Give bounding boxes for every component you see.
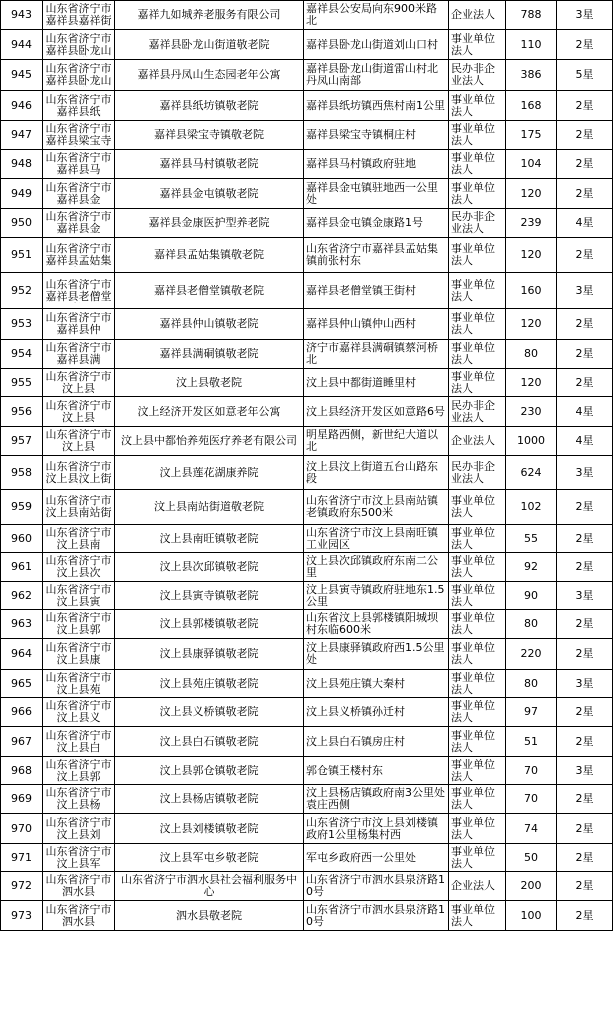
institution-name-cell: 嘉祥县梁宝寺镇敬老院 [115, 121, 304, 150]
table-row [1, 150, 613, 179]
star-rating-cell: 2星 [557, 150, 613, 179]
legal-type-cell: 事业单位法人 [449, 727, 506, 757]
row-number: 958 [1, 456, 43, 490]
row-number: 961 [1, 553, 43, 582]
row-number: 951 [1, 238, 43, 273]
table-row [1, 901, 613, 931]
region-cell: 山东省济宁市嘉祥县金 [43, 209, 115, 238]
star-rating-cell: 2星 [557, 901, 613, 931]
star-rating-cell: 4星 [557, 209, 613, 238]
legal-type-cell: 民办非企业法人 [449, 209, 506, 238]
beds-cell: 110 [506, 30, 557, 60]
region-cell: 山东省济宁市嘉祥县卧龙山 [43, 30, 115, 60]
address-cell: 山东省济宁市嘉祥县孟姑集镇前张村东 [304, 238, 449, 273]
institution-name-cell: 嘉祥县马村镇敬老院 [115, 150, 304, 179]
address-cell: 嘉祥县纸坊镇西焦村南1公里 [304, 91, 449, 121]
legal-type-cell: 事业单位法人 [449, 901, 506, 931]
address-cell: 山东省汶上县郭楼镇阳城坝村东临600米 [304, 610, 449, 639]
legal-type-cell: 事业单位法人 [449, 844, 506, 872]
institution-name-cell: 汶上县军屯乡敬老院 [115, 844, 304, 872]
row-number: 955 [1, 369, 43, 397]
table-row [1, 60, 613, 91]
table-row [1, 121, 613, 150]
legal-type-cell: 民办非企业法人 [449, 60, 506, 91]
table-row [1, 30, 613, 60]
table-row [1, 179, 613, 209]
institution-name-cell: 汶上县康驿镇敬老院 [115, 639, 304, 670]
beds-cell: 97 [506, 698, 557, 727]
region-cell: 山东省济宁市嘉祥县马 [43, 150, 115, 179]
legal-type-cell: 事业单位法人 [449, 582, 506, 610]
legal-type-cell: 事业单位法人 [449, 698, 506, 727]
address-cell: 山东省济宁市汶上县南站镇老镇政府东500米 [304, 490, 449, 525]
region-cell: 山东省济宁市汶上县南 [43, 525, 115, 553]
star-rating-cell: 3星 [557, 1, 613, 30]
region-cell: 山东省济宁市汶上县郭 [43, 757, 115, 785]
legal-type-cell: 事业单位法人 [449, 30, 506, 60]
table-row [1, 525, 613, 553]
table-row [1, 91, 613, 121]
legal-type-cell: 事业单位法人 [449, 369, 506, 397]
row-number: 962 [1, 582, 43, 610]
row-number: 944 [1, 30, 43, 60]
row-number: 943 [1, 1, 43, 30]
legal-type-cell: 事业单位法人 [449, 179, 506, 209]
address-cell: 明星路西侧，新世纪大道以北 [304, 427, 449, 456]
beds-cell: 51 [506, 727, 557, 757]
beds-cell: 92 [506, 553, 557, 582]
beds-cell: 168 [506, 91, 557, 121]
beds-cell: 74 [506, 814, 557, 844]
address-cell: 山东省济宁市泗水县泉济路10号 [304, 872, 449, 901]
address-cell: 嘉祥县金屯镇驻地西一公里处 [304, 179, 449, 209]
institution-name-cell: 汶上县郭仓镇敬老院 [115, 757, 304, 785]
institution-name-cell: 嘉祥县纸坊镇敬老院 [115, 91, 304, 121]
beds-cell: 175 [506, 121, 557, 150]
legal-type-cell: 民办非企业法人 [449, 397, 506, 427]
row-number: 953 [1, 309, 43, 340]
legal-type-cell: 事业单位法人 [449, 639, 506, 670]
region-cell: 山东省济宁市泗水县 [43, 901, 115, 931]
region-cell: 山东省济宁市汶上县刘 [43, 814, 115, 844]
institution-name-cell: 嘉祥县丹凤山生态园老年公寓 [115, 60, 304, 91]
address-cell: 嘉祥县马村镇政府驻地 [304, 150, 449, 179]
institution-name-cell: 汶上县莲花湖康养院 [115, 456, 304, 490]
address-cell: 嘉祥县金屯镇金康路1号 [304, 209, 449, 238]
legal-type-cell: 事业单位法人 [449, 670, 506, 698]
address-cell: 山东省济宁市泗水县泉济路10号 [304, 901, 449, 931]
beds-cell: 788 [506, 1, 557, 30]
region-cell: 山东省济宁市汶上县军 [43, 844, 115, 872]
legal-type-cell: 事业单位法人 [449, 785, 506, 814]
legal-type-cell: 企业法人 [449, 1, 506, 30]
star-rating-cell: 5星 [557, 60, 613, 91]
region-cell: 山东省济宁市汶上县义 [43, 698, 115, 727]
row-number: 954 [1, 340, 43, 369]
star-rating-cell: 2星 [557, 727, 613, 757]
legal-type-cell: 企业法人 [449, 872, 506, 901]
institution-name-cell: 汶上县次邱镇敬老院 [115, 553, 304, 582]
table-row [1, 456, 613, 490]
region-cell: 山东省济宁市嘉祥县梁宝寺 [43, 121, 115, 150]
address-cell: 汶上县义桥镇孙迁村 [304, 698, 449, 727]
star-rating-cell: 3星 [557, 456, 613, 490]
star-rating-cell: 2星 [557, 814, 613, 844]
region-cell: 山东省济宁市嘉祥县老僧堂 [43, 273, 115, 309]
table-row [1, 639, 613, 670]
beds-cell: 160 [506, 273, 557, 309]
region-cell: 山东省济宁市嘉祥县纸 [43, 91, 115, 121]
region-cell: 山东省济宁市汶上县南站街 [43, 490, 115, 525]
region-cell: 山东省济宁市汶上县寅 [43, 582, 115, 610]
institution-name-cell: 汶上县刘楼镇敬老院 [115, 814, 304, 844]
address-cell: 郭仓镇王楼村东 [304, 757, 449, 785]
address-cell: 嘉祥县仲山镇仲山西村 [304, 309, 449, 340]
row-number: 959 [1, 490, 43, 525]
beds-cell: 90 [506, 582, 557, 610]
star-rating-cell: 2星 [557, 872, 613, 901]
beds-cell: 1000 [506, 427, 557, 456]
row-number: 960 [1, 525, 43, 553]
table-row [1, 670, 613, 698]
beds-cell: 624 [506, 456, 557, 490]
region-cell: 山东省济宁市嘉祥县孟姑集 [43, 238, 115, 273]
beds-cell: 386 [506, 60, 557, 91]
beds-cell: 80 [506, 670, 557, 698]
institution-name-cell: 嘉祥县老僧堂镇敬老院 [115, 273, 304, 309]
beds-cell: 100 [506, 901, 557, 931]
address-cell: 汶上县汶上街道五台山路东段 [304, 456, 449, 490]
star-rating-cell: 2星 [557, 639, 613, 670]
table-row [1, 490, 613, 525]
region-cell: 山东省济宁市汶上县 [43, 397, 115, 427]
table-row [1, 397, 613, 427]
beds-cell: 120 [506, 238, 557, 273]
table-row [1, 238, 613, 273]
row-number: 957 [1, 427, 43, 456]
region-cell: 山东省济宁市泗水县 [43, 872, 115, 901]
table-row [1, 757, 613, 785]
region-cell: 山东省济宁市汶上县汶上街 [43, 456, 115, 490]
star-rating-cell: 2星 [557, 179, 613, 209]
table-row [1, 369, 613, 397]
legal-type-cell: 事业单位法人 [449, 340, 506, 369]
star-rating-cell: 2星 [557, 91, 613, 121]
star-rating-cell: 2星 [557, 525, 613, 553]
region-cell: 山东省济宁市汶上县苑 [43, 670, 115, 698]
region-cell: 山东省济宁市汶上县 [43, 369, 115, 397]
institution-name-cell: 嘉祥县仲山镇敬老院 [115, 309, 304, 340]
address-cell: 军屯乡政府西一公里处 [304, 844, 449, 872]
region-cell: 山东省济宁市汶上县白 [43, 727, 115, 757]
star-rating-cell: 2星 [557, 490, 613, 525]
institution-name-cell: 汶上县郭楼镇敬老院 [115, 610, 304, 639]
beds-cell: 80 [506, 340, 557, 369]
institution-name-cell: 汶上县白石镇敬老院 [115, 727, 304, 757]
table-row [1, 814, 613, 844]
table-row [1, 582, 613, 610]
beds-cell: 200 [506, 872, 557, 901]
institution-name-cell: 嘉祥县金康医护型养老院 [115, 209, 304, 238]
address-cell: 汶上县白石镇房庄村 [304, 727, 449, 757]
region-cell: 山东省济宁市嘉祥县嘉祥街 [43, 1, 115, 30]
institution-name-cell: 嘉祥县金屯镇敬老院 [115, 179, 304, 209]
institution-name-cell: 汶上经济开发区如意老年公寓 [115, 397, 304, 427]
star-rating-cell: 4星 [557, 427, 613, 456]
table-row [1, 844, 613, 872]
beds-cell: 120 [506, 179, 557, 209]
beds-cell: 70 [506, 757, 557, 785]
table-row [1, 872, 613, 901]
table-row [1, 727, 613, 757]
star-rating-cell: 2星 [557, 610, 613, 639]
region-cell: 山东省济宁市汶上县郭 [43, 610, 115, 639]
address-cell: 嘉祥县老僧堂镇王街村 [304, 273, 449, 309]
row-number: 956 [1, 397, 43, 427]
beds-cell: 239 [506, 209, 557, 238]
institution-name-cell: 嘉祥县卧龙山街道敬老院 [115, 30, 304, 60]
star-rating-cell: 3星 [557, 273, 613, 309]
row-number: 970 [1, 814, 43, 844]
address-cell: 汶上县杨店镇政府南3公里处袁庄西侧 [304, 785, 449, 814]
beds-cell: 55 [506, 525, 557, 553]
address-cell: 汶上县次邱镇政府东南二公里 [304, 553, 449, 582]
row-number: 952 [1, 273, 43, 309]
beds-cell: 80 [506, 610, 557, 639]
row-number: 946 [1, 91, 43, 121]
star-rating-cell: 2星 [557, 844, 613, 872]
table-row [1, 1, 613, 30]
legal-type-cell: 企业法人 [449, 427, 506, 456]
star-rating-cell: 2星 [557, 309, 613, 340]
table-row [1, 209, 613, 238]
row-number: 948 [1, 150, 43, 179]
star-rating-cell: 2星 [557, 698, 613, 727]
row-number: 971 [1, 844, 43, 872]
legal-type-cell: 事业单位法人 [449, 610, 506, 639]
star-rating-cell: 4星 [557, 397, 613, 427]
row-number: 949 [1, 179, 43, 209]
address-cell: 嘉祥县卧龙山街道刘山口村 [304, 30, 449, 60]
institution-name-cell: 汶上县中都怡养苑医疗养老有限公司 [115, 427, 304, 456]
region-cell: 山东省济宁市嘉祥县卧龙山 [43, 60, 115, 91]
beds-cell: 50 [506, 844, 557, 872]
region-cell: 山东省济宁市汶上县次 [43, 553, 115, 582]
beds-cell: 230 [506, 397, 557, 427]
table-row [1, 785, 613, 814]
beds-cell: 120 [506, 309, 557, 340]
star-rating-cell: 3星 [557, 757, 613, 785]
legal-type-cell: 民办非企业法人 [449, 456, 506, 490]
address-cell: 嘉祥县梁宝寺镇桐庄村 [304, 121, 449, 150]
row-number: 947 [1, 121, 43, 150]
legal-type-cell: 事业单位法人 [449, 150, 506, 179]
legal-type-cell: 事业单位法人 [449, 814, 506, 844]
address-cell: 汶上县经济开发区如意路6号 [304, 397, 449, 427]
table-row [1, 698, 613, 727]
legal-type-cell: 事业单位法人 [449, 273, 506, 309]
address-cell: 济宁市嘉祥县满硐镇蔡河桥北 [304, 340, 449, 369]
star-rating-cell: 2星 [557, 553, 613, 582]
star-rating-cell: 3星 [557, 582, 613, 610]
beds-cell: 104 [506, 150, 557, 179]
institution-name-cell: 嘉祥九如城养老服务有限公司 [115, 1, 304, 30]
legal-type-cell: 事业单位法人 [449, 757, 506, 785]
legal-type-cell: 事业单位法人 [449, 525, 506, 553]
region-cell: 山东省济宁市嘉祥县金 [43, 179, 115, 209]
legal-type-cell: 事业单位法人 [449, 490, 506, 525]
institution-name-cell: 汶上县义桥镇敬老院 [115, 698, 304, 727]
star-rating-cell: 2星 [557, 340, 613, 369]
beds-cell: 220 [506, 639, 557, 670]
address-cell: 汶上县寅寺镇政府驻地东1.5公里 [304, 582, 449, 610]
star-rating-cell: 2星 [557, 121, 613, 150]
institution-name-cell: 汶上县杨店镇敬老院 [115, 785, 304, 814]
table-row [1, 273, 613, 309]
table-row [1, 610, 613, 639]
row-number: 972 [1, 872, 43, 901]
legal-type-cell: 事业单位法人 [449, 553, 506, 582]
row-number: 964 [1, 639, 43, 670]
legal-type-cell: 事业单位法人 [449, 309, 506, 340]
address-cell: 嘉祥县公安局向东900米路北 [304, 1, 449, 30]
institution-name-cell: 嘉祥县孟姑集镇敬老院 [115, 238, 304, 273]
legal-type-cell: 事业单位法人 [449, 121, 506, 150]
institution-name-cell: 山东省济宁市泗水县社会福利服务中心 [115, 872, 304, 901]
star-rating-cell: 2星 [557, 369, 613, 397]
star-rating-cell: 2星 [557, 785, 613, 814]
row-number: 950 [1, 209, 43, 238]
star-rating-cell: 3星 [557, 670, 613, 698]
region-cell: 山东省济宁市嘉祥县满 [43, 340, 115, 369]
beds-cell: 120 [506, 369, 557, 397]
address-cell: 山东省济宁市汶上县南旺镇工业园区 [304, 525, 449, 553]
address-cell: 山东省济宁市汶上县刘楼镇政府1公里杨集村西 [304, 814, 449, 844]
region-cell: 山东省济宁市汶上县 [43, 427, 115, 456]
row-number: 968 [1, 757, 43, 785]
table-row [1, 309, 613, 340]
table-row [1, 427, 613, 456]
institution-name-cell: 汶上县敬老院 [115, 369, 304, 397]
row-number: 967 [1, 727, 43, 757]
institution-name-cell: 汶上县寅寺镇敬老院 [115, 582, 304, 610]
institution-name-cell: 汶上县南旺镇敬老院 [115, 525, 304, 553]
beds-cell: 70 [506, 785, 557, 814]
row-number: 966 [1, 698, 43, 727]
row-number: 969 [1, 785, 43, 814]
address-cell: 汶上县康驿镇政府西1.5公里处 [304, 639, 449, 670]
institution-name-cell: 泗水县敬老院 [115, 901, 304, 931]
row-number: 965 [1, 670, 43, 698]
star-rating-cell: 2星 [557, 30, 613, 60]
legal-type-cell: 事业单位法人 [449, 238, 506, 273]
star-rating-cell: 2星 [557, 238, 613, 273]
institution-name-cell: 嘉祥县满硐镇敬老院 [115, 340, 304, 369]
institution-name-cell: 汶上县苑庄镇敬老院 [115, 670, 304, 698]
beds-cell: 102 [506, 490, 557, 525]
region-cell: 山东省济宁市嘉祥县仲 [43, 309, 115, 340]
address-cell: 汶上县苑庄镇大秦村 [304, 670, 449, 698]
table-row [1, 340, 613, 369]
row-number: 963 [1, 610, 43, 639]
address-cell: 嘉祥县卧龙山街道雷山村北丹凤山南部 [304, 60, 449, 91]
address-cell: 汶上县中都街道睡里村 [304, 369, 449, 397]
row-number: 945 [1, 60, 43, 91]
region-cell: 山东省济宁市汶上县杨 [43, 785, 115, 814]
table-row [1, 553, 613, 582]
legal-type-cell: 事业单位法人 [449, 91, 506, 121]
region-cell: 山东省济宁市汶上县康 [43, 639, 115, 670]
institution-name-cell: 汶上县南站街道敬老院 [115, 490, 304, 525]
row-number: 973 [1, 901, 43, 931]
